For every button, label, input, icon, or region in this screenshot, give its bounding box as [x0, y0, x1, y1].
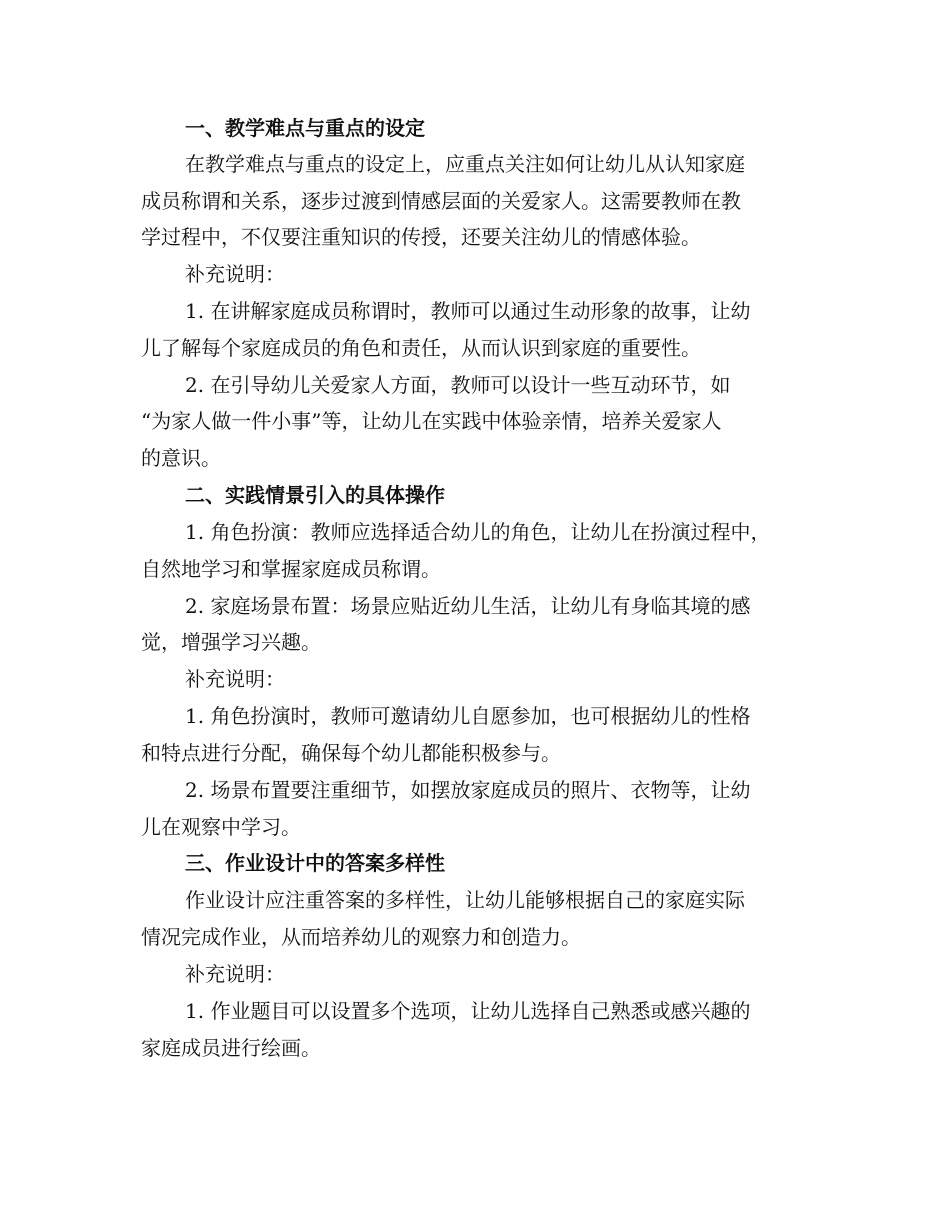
- paragraph-line: 在教学难点与重点的设定上，应重点关注如何让幼儿从认知家庭: [185, 152, 745, 176]
- list-item-line: 1. 作业题目可以设置多个选项，让幼儿选择自己熟悉或感兴趣的: [185, 999, 751, 1023]
- paragraph-line: 学过程中，不仅要注重知识的传授，还要关注幼儿的情感体验。: [141, 225, 701, 249]
- list-item-line: 儿了解每个家庭成员的角色和责任，从而认识到家庭的重要性。: [141, 336, 701, 360]
- section-heading-1: 一、教学难点与重点的设定: [185, 116, 425, 140]
- list-item-line: 家庭成员进行绘画。: [141, 1036, 321, 1060]
- list-item-line: 的意识。: [141, 446, 221, 470]
- note-label: 补充说明：: [185, 262, 285, 286]
- list-item-line: 觉，增强学习兴趣。: [141, 630, 321, 654]
- list-item-line: 自然地学习和掌握家庭成员称谓。: [141, 557, 441, 581]
- list-item-line: “为家人做一件小事”等，让幼儿在实践中体验亲情，培养关爱家人: [141, 409, 722, 433]
- paragraph-line: 情况完成作业，从而培养幼儿的观察力和创造力。: [141, 925, 581, 949]
- list-item-line: 儿在观察中学习。: [141, 815, 301, 839]
- paragraph-line: 成员称谓和关系，逐步过渡到情感层面的关爱家人。这需要教师在教: [141, 189, 741, 213]
- note-label: 补充说明：: [185, 667, 285, 691]
- section-heading-2: 二、实践情景引入的具体操作: [185, 483, 445, 507]
- list-item-line: 2. 家庭场景布置：场景应贴近幼儿生活，让幼儿有身临其境的感: [185, 594, 751, 618]
- list-item-line: 1. 在讲解家庭成员称谓时，教师可以通过生动形象的故事，让幼: [185, 299, 751, 323]
- list-item-line: 2. 场景布置要注重细节，如摆放家庭成员的照片、衣物等，让幼: [185, 778, 751, 802]
- paragraph-line: 作业设计应注重答案的多样性，让幼儿能够根据自己的家庭实际: [185, 888, 745, 912]
- list-item-line: 和特点进行分配，确保每个幼儿都能积极参与。: [141, 741, 561, 765]
- list-item-line: 1. 角色扮演：教师应选择适合幼儿的角色，让幼儿在扮演过程中，: [185, 520, 771, 544]
- list-item-line: 2. 在引导幼儿关爱家人方面，教师可以设计一些互动环节，如: [185, 373, 731, 397]
- list-item-line: 1. 角色扮演时，教师可邀请幼儿自愿参加，也可根据幼儿的性格: [185, 704, 751, 728]
- note-label: 补充说明：: [185, 962, 285, 986]
- section-heading-3: 三、作业设计中的答案多样性: [185, 851, 445, 875]
